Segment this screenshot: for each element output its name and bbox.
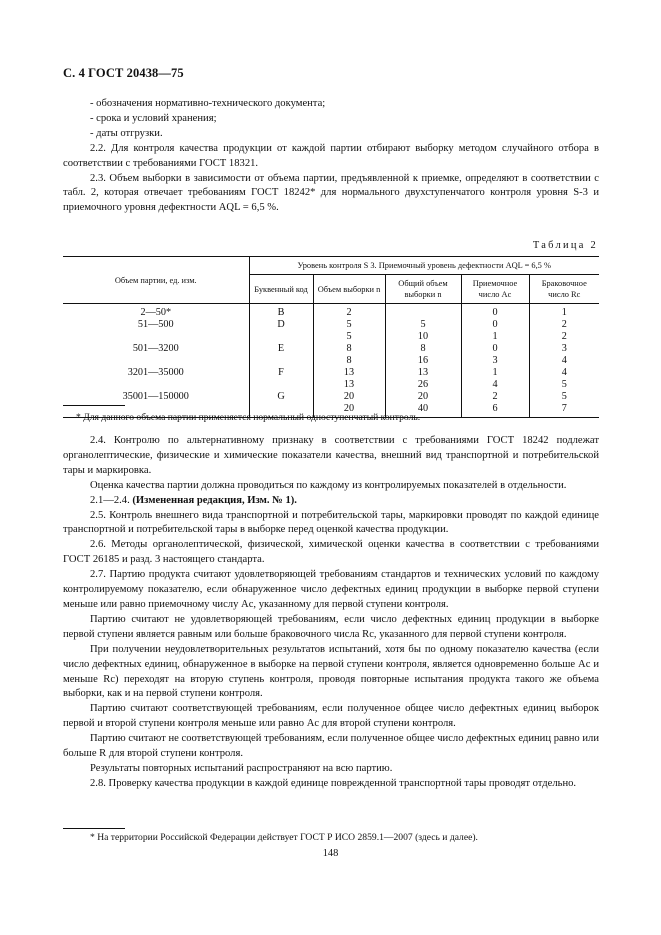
revision-prefix: 2.1—2.4. — [90, 494, 133, 506]
table-cell-lot — [63, 331, 249, 343]
table-cell-n: 8 — [313, 343, 385, 355]
table-cell-ac: 3 — [461, 355, 529, 367]
table-cell-code — [249, 355, 313, 367]
table-cell-re: 2 — [529, 331, 599, 343]
paragraph-apply: Результаты повторных испытаний распространяют на всю партию. — [90, 762, 393, 774]
table-cell-n: 5 — [313, 331, 385, 343]
table-body — [63, 304, 599, 418]
table-cell-ac: 1 — [461, 331, 529, 343]
intro-section — [63, 97, 599, 216]
page-footnote-rule — [63, 828, 125, 829]
table-cell-lot: 35001—150000 — [122, 391, 189, 402]
table-cell-re: 5 — [529, 379, 599, 391]
table-cell-total: 40 — [385, 403, 461, 418]
table-cell-code: B — [249, 304, 313, 320]
table-cell-re: 2 — [529, 319, 599, 331]
table-cell-code: D — [249, 319, 313, 331]
paragraph-2-5: 2.5. Контроль внешнего вида транспортной и потребительской тары, маркировки проводят по каждой единице транспортной и потребительской тары в выборке перед оценкой качества продукции. — [63, 509, 599, 536]
table-cell-ac: 1 — [461, 367, 529, 379]
table-cell-re: 5 — [529, 391, 599, 403]
list-item: - даты отгрузки. — [90, 127, 163, 139]
table-cell-re: 4 — [529, 355, 599, 367]
group-header: Уровень контроля S 3. Приемочный уровень дефектности AQL = 6,5 % — [249, 257, 599, 275]
table-cell-n: 13 — [313, 367, 385, 379]
paragraph-2-7: 2.7. Партию продукта считают удовлетворяющей требованиям стандартов и технических условий по каждому контролируемому показателю, если обнаруженное число дефектных единиц продукции в выборке первой ступени меньше или равно приемочному числу Ac, указанному для первой ступени контроля. — [63, 569, 599, 610]
list-item: - обозначения нормативно-технического документа; — [90, 98, 326, 109]
table-cell-lot — [63, 379, 249, 391]
table-cell-ac: 2 — [461, 391, 529, 403]
table-cell-code: F — [249, 367, 313, 379]
sampling-table — [63, 256, 599, 418]
main-section — [63, 434, 599, 792]
column-header-ac: Приемочное число Ac — [461, 275, 529, 304]
table-cell-total: 8 — [385, 343, 461, 355]
table-cell-lot — [63, 355, 249, 367]
table-cell-total: 13 — [385, 367, 461, 379]
table-cell-re: 4 — [529, 367, 599, 379]
table-row — [63, 304, 599, 320]
table-cell-ac: 4 — [461, 379, 529, 391]
paragraph-2-6: 2.6. Методы органолептической, физической, химической оценки качества в соответствии с требованиями ГОСТ 26185 и разд. 3 настоящего стандарта. — [63, 539, 599, 566]
table-title: Таблица 2 — [532, 240, 598, 251]
table-cell-code: G — [249, 391, 313, 403]
table-cell-n: 20 — [313, 403, 385, 418]
table-cell-total — [385, 304, 461, 320]
table-row — [63, 379, 599, 391]
table-cell-n: 2 — [313, 304, 385, 320]
column-header-re: Браковочное число Rc — [529, 275, 599, 304]
table-row — [63, 367, 599, 379]
table-cell-ac: 0 — [461, 304, 529, 320]
table-cell-re: 7 — [529, 403, 599, 418]
table-cell-ac: 0 — [461, 343, 529, 355]
paragraph-2-2: 2.2. Для контроля качества продукции от каждой партии отбирают выборку методом случайного отбора в соответствии с требованиями ГОСТ 18321. — [63, 142, 599, 169]
table-cell-re: 1 — [529, 304, 599, 320]
paragraph-2-8: 2.8. Проверку качества продукции в каждой единице поврежденной транспортной тары проводят отдельно. — [90, 777, 577, 789]
table-cell-lot: 501—3200 — [132, 343, 179, 354]
paragraph-2-3: 2.3. Объем выборки в зависимости от объема партии, предъявленной к приемке, определяют в соответствии с табл. 2, которая отвечает требованиям ГОСТ 18242* для нормального двухступенчатого контроля уровня S-3 и приемочного уровня дефектности AQL = 6,5 %. — [63, 172, 599, 214]
table-cell-code — [249, 331, 313, 343]
table-cell-n: 20 — [313, 391, 385, 403]
revision-note: (Измененная редакция, Изм. № 1). — [132, 494, 297, 506]
table-row — [63, 343, 599, 355]
column-header-sample: Объем выборки n — [313, 275, 385, 304]
paragraph-reject-2: Партию считают не соответствующей требованиям, если полученное общее число дефектных единиц равно или больше R для второй ступени контроля. — [63, 733, 599, 760]
table-cell-re: 3 — [529, 343, 599, 355]
table-row — [63, 391, 599, 403]
table-cell-n: 13 — [313, 379, 385, 391]
paragraph-reject: Партию считают не удовлетворяющей требованиям, если число дефектных единиц продукции в выборке первой ступени является равным или больше браковочного числа Rc, указанного для первой ступени контроля. — [63, 613, 599, 640]
table-row — [63, 319, 599, 331]
table-cell-code — [249, 379, 313, 391]
column-header-lot: Объем партии, ед. изм. — [63, 257, 249, 304]
table-cell-lot: 51—500 — [137, 319, 174, 330]
column-header-total: Общий объем выборки n — [385, 275, 461, 304]
footnote-rule — [63, 405, 125, 406]
table-cell-total: 16 — [385, 355, 461, 367]
page-footnote: * На территории Российской Федерации действует ГОСТ Р ИСО 2859.1—2007 (здесь и далее). — [90, 832, 478, 843]
table-cell-n: 8 — [313, 355, 385, 367]
paragraph-eval: Оценка качества партии должна проводиться по каждому из контролируемых показателей в отдельности. — [90, 479, 567, 491]
list-item: - срока и условий хранения; — [90, 112, 217, 124]
table-cell-ac: 6 — [461, 403, 529, 418]
table-cell-code: E — [249, 343, 313, 355]
paragraph-accept-2: Партию считают соответствующей требованиям, если полученное общее число дефектных единиц выборок первой и второй ступени контроля меньше или равно Ac для второй ступени контроля. — [63, 703, 599, 730]
table-cell-total: 26 — [385, 379, 461, 391]
paragraph-retest: При получении неудовлетворительных результатов испытаний, хотя бы по одному показателю качества (если число дефектных единиц, обнаруженное в выборке на первой ступени контроля, является одновременно больше Ac и меньше Rc) переходят на вторую ступень контроля, проводя повторные испытания продукта такого же объема выборки, как и на первой ступени контроля. — [63, 643, 599, 700]
column-header-code: Буквенный код — [249, 275, 313, 304]
table-cell-n: 5 — [313, 319, 385, 331]
table-row — [63, 331, 599, 343]
table-cell-lot: 2—50* — [140, 307, 172, 318]
table-cell-lot: 3201—35000 — [127, 367, 184, 378]
paragraph-revision — [63, 494, 599, 509]
paragraph-2-4: 2.4. Контролю по альтернативному признаку в соответствии с требованиями ГОСТ 18242 подлежат органолептические, физические и химические показатели качества, внешний вид транспортной и потребительской тары и маркировка. — [63, 435, 599, 476]
table-cell-total: 10 — [385, 331, 461, 343]
table-row — [63, 355, 599, 367]
page-header: С. 4 ГОСТ 20438—75 — [63, 66, 184, 80]
page-number: 148 — [322, 848, 339, 859]
table-cell-ac: 0 — [461, 319, 529, 331]
table-footnote: * Для данного объема партии применяется нормальный одноступенчатый контроль. — [76, 412, 421, 423]
table-cell-total: 20 — [385, 391, 461, 403]
table-cell-total: 5 — [385, 319, 461, 331]
